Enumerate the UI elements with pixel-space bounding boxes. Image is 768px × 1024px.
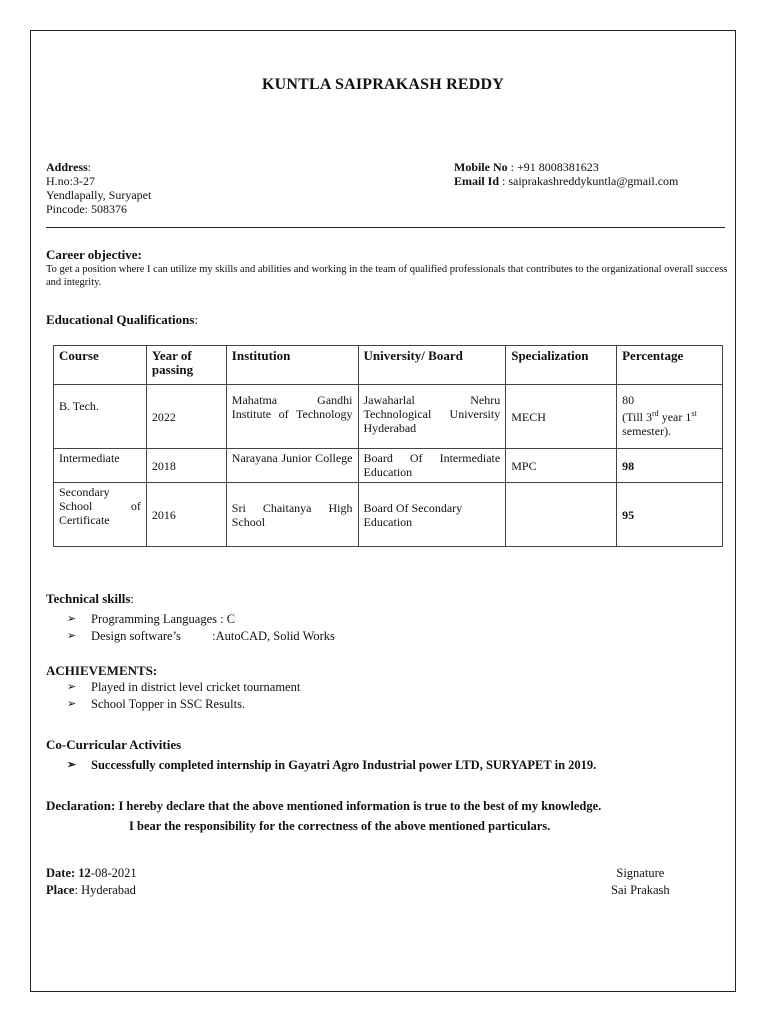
list-item: ➢ Played in district level cricket tournament <box>67 680 301 694</box>
cell-course: Secondary School of Certificate <box>54 483 147 547</box>
table-header-row <box>54 346 723 385</box>
declaration-line-1: I hereby declare that the above mentioned information is true to the best of my knowledge. <box>115 799 602 813</box>
cell-institution: Narayana Junior College <box>226 449 358 483</box>
col-header-specialization: Specialization <box>506 346 617 385</box>
declaration-line-2: I bear the responsibility for the correctness of the above mentioned particulars. <box>129 819 551 833</box>
declaration-section <box>46 796 601 836</box>
candidate-name: KUNTLA SAIPRAKASH REDDY <box>262 76 504 93</box>
technical-skills-heading: Technical skills: <box>46 591 135 606</box>
address-line-3: Pincode: 508376 <box>46 202 127 216</box>
declaration-label: Declaration: <box>46 798 116 813</box>
cell-year: 2022 <box>146 385 226 449</box>
cell-percentage: 98 <box>617 449 723 483</box>
col-header-year: Year of passing <box>146 346 226 385</box>
technical-skills-list <box>67 611 335 645</box>
arrow-bullet-icon: ➢ <box>67 759 77 771</box>
list-item: ➢ Programming Languages : C <box>67 612 236 626</box>
signature-label: Signature <box>616 866 665 880</box>
cell-course: Intermediate <box>54 449 147 483</box>
cell-percentage: 95 <box>617 483 723 547</box>
cell-university: Board Of Secondary Education <box>358 483 506 547</box>
education-heading: Educational Qualifications: <box>46 312 199 327</box>
arrow-bullet-icon: ➢ <box>67 613 77 625</box>
career-objective-section <box>46 247 730 289</box>
achievements-heading: ACHIEVEMENTS: <box>46 663 158 678</box>
contact-block <box>454 160 678 188</box>
cell-percentage: 80 (Till 3rd year 1st semester). <box>617 385 723 449</box>
cell-specialization <box>506 483 617 547</box>
cell-year: 2016 <box>146 483 226 547</box>
header-divider <box>46 227 725 228</box>
cell-specialization: MPC <box>506 449 617 483</box>
arrow-bullet-icon: ➢ <box>67 630 77 642</box>
cocurricular-list <box>67 757 596 774</box>
col-header-institution: Institution <box>226 346 358 385</box>
address-block: Address: H.no:3-27 Yendlapally, Suryapet Pincode: 508376 <box>46 160 152 216</box>
cell-course: B. Tech. <box>54 385 147 449</box>
career-objective-text: To get a position where I can utilize my skills and abilities and working in the team of qualified professionals that contributes to the organizational overall success and integrity. <box>46 264 728 288</box>
table-row <box>54 385 723 449</box>
cocurricular-heading: Co-Curricular Activities <box>46 737 182 752</box>
list-item: ➢ School Topper in SSC Results. <box>67 697 246 711</box>
cell-year: 2018 <box>146 449 226 483</box>
cell-specialization: MECH <box>506 385 617 449</box>
list-item: ➢ Design software’s :AutoCAD, Solid Works <box>67 629 335 643</box>
table-row <box>54 449 723 483</box>
education-table <box>53 345 723 547</box>
date-place-block <box>46 865 137 899</box>
mobile-label: Mobile No <box>454 160 508 174</box>
col-header-course: Course <box>54 346 147 385</box>
col-header-university: University/ Board <box>358 346 506 385</box>
table-row <box>54 483 723 547</box>
cell-university: Jawaharlal Nehru Technological University Hyderabad <box>358 385 506 449</box>
mobile-value: : +91 8008381623 <box>507 160 599 174</box>
address-label: Address <box>46 160 88 174</box>
email-label: Email Id <box>454 174 500 188</box>
date-line: Date: 12-08-2021 <box>46 866 137 880</box>
arrow-bullet-icon: ➢ <box>67 698 77 710</box>
resume-page <box>30 30 736 992</box>
list-item: ➢ Successfully completed internship in Gayatri Agro Industrial power LTD, SURYAPET in 2019. <box>67 758 597 772</box>
cell-university: Board Of Intermediate Education <box>358 449 506 483</box>
col-header-percentage: Percentage <box>617 346 723 385</box>
address-line-2: Yendlapally, Suryapet <box>46 188 152 202</box>
address-line-1: H.no:3-27 <box>46 174 95 188</box>
career-objective-heading: Career objective: <box>46 247 142 262</box>
arrow-bullet-icon: ➢ <box>67 681 77 693</box>
percentage-note: (Till 3rd year 1st semester). <box>622 409 697 438</box>
email-value: : saiprakashreddykuntla@gmail.com <box>499 174 679 188</box>
signature-name: Sai Prakash <box>611 883 670 897</box>
achievements-list <box>67 679 300 713</box>
place-line: Place: Hyderabad <box>46 883 136 897</box>
signature-block <box>611 865 670 899</box>
cell-institution: Sri Chaitanya High School <box>226 483 358 547</box>
cell-institution: Mahatma Gandhi Institute of Technology <box>226 385 358 449</box>
